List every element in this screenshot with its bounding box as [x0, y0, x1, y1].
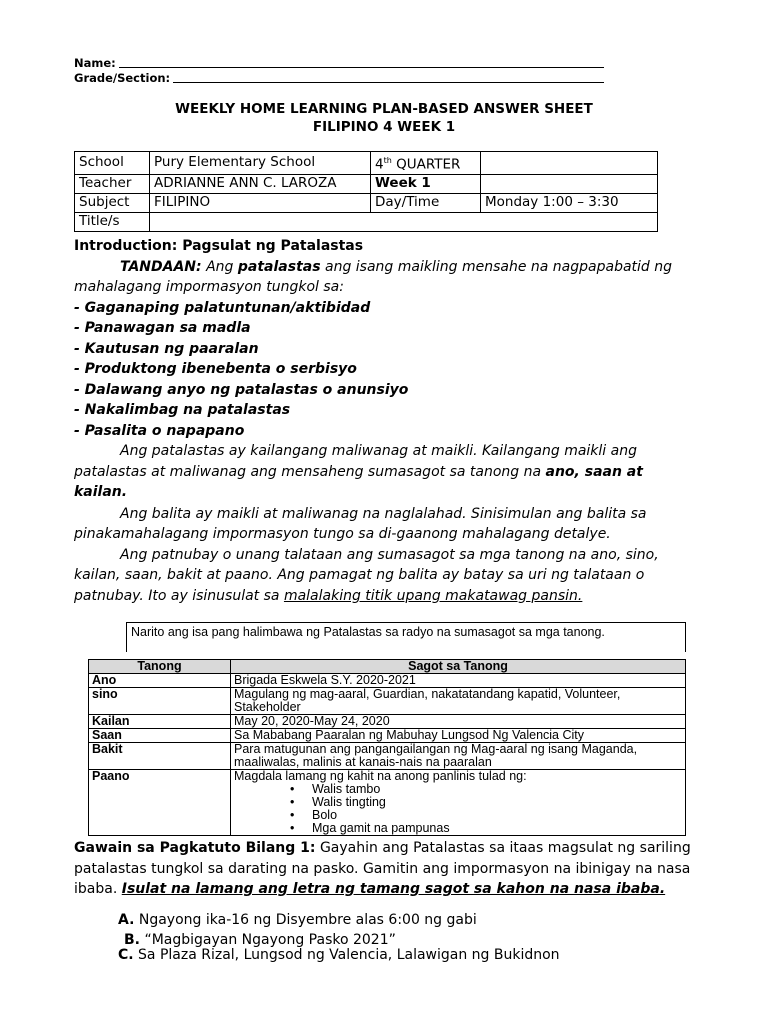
- empty-cell: [481, 174, 658, 193]
- titles-label: Title/s: [75, 212, 150, 231]
- option-c: C. Sa Plaza Rizal, Lungsod ng Valencia, Lalawigan ng Bukidnon: [118, 947, 560, 963]
- table-row: Bakit Para matugunan ang pangangailangan ng Mag-aaral ng isang Maganda, maaliwalas, malinis at kanais-nais na paaralan: [89, 743, 686, 770]
- sheet-title: WEEKLY HOME LEARNING PLAN-BASED ANSWER SHEET: [175, 101, 593, 117]
- activity-section: [74, 838, 694, 900]
- activity-instruction: Isulat na lamang ang letra ng tamang sagot sa kahon na nasa ibaba.: [121, 881, 666, 897]
- table-row: Paano Magdala lamang ng kahit na anong panlinis tulad ng: • Walis tambo • Walis tingting • Bolo • Mga gamit na pampunas: [89, 770, 686, 836]
- daytime-value: Monday 1:00 – 3:30: [481, 193, 658, 212]
- name-label: Name:: [74, 56, 116, 70]
- empty-cell: [481, 152, 658, 175]
- table-row: Ano Brigada Eskwela S.Y. 2020-2021: [89, 674, 686, 688]
- table-row: sino Magulang ng mag-aaral, Guardian, nakatatandang kapatid, Volunteer, Stakeholder: [89, 688, 686, 715]
- grade-line: [74, 71, 604, 85]
- daytime-label: Day/Time: [371, 193, 481, 212]
- paragraph-balita: Ang balita ay maikli at maliwanag na naglalahad. Sinisimulan ang balita sa pinakamahalagang impormasyon tungo sa di-gaanong mahalagang detalye.: [74, 505, 647, 542]
- name-line: [74, 56, 604, 70]
- paragraph-patalastas: Ang patalastas ay kailangang maliwanag at maikli. Kailangang maikli ang patalastas at maliwanag ang mensaheng sumasagot sa tanong na ano, saan at kailan.: [74, 443, 643, 500]
- tandaan-paragraph: TANDAAN: Ang patalastas ang isang maikling mensahe na nagpapabatid ng mahalagang impormasyon tungkol sa:: [74, 258, 673, 295]
- grade-blank: [173, 71, 604, 83]
- intro-heading: Introduction: Pagsulat ng Patalastas: [74, 238, 364, 254]
- week-value: Week 1: [371, 174, 481, 193]
- activity-label: Gawain sa Pagkatuto Bilang 1:: [74, 840, 316, 856]
- activity-text: Gayahin ang Patalastas sa itaas magsulat ng sariling patalastas tungkol sa darating na pasko. Gamitin ang impormasyon na ibinigay na nasa ibaba.: [74, 840, 691, 897]
- list-item: - Gaganaping palatuntunan/aktibidad: [74, 299, 371, 316]
- col-header-tanong: Tanong: [89, 660, 231, 674]
- option-a: A. Ngayong ika-16 ng Disyembre alas 6:00 ng gabi: [118, 912, 477, 928]
- teacher-value: ADRIANNE ANN C. LAROZA: [150, 174, 371, 193]
- list-item: - Dalawang anyo ng patalastas o anunsiyo: [74, 381, 409, 398]
- info-table: [74, 151, 658, 232]
- example-table: [88, 659, 686, 836]
- list-item: - Nakalimbag na patalastas: [74, 402, 291, 418]
- school-label: School: [75, 152, 150, 175]
- list-item: - Kautusan ng paaralan: [74, 340, 259, 357]
- col-header-sagot: Sagot sa Tanong: [231, 660, 686, 674]
- school-value: Pury Elementary School: [150, 152, 371, 175]
- list-item: - Produktong ibenebenta o serbisyo: [74, 361, 357, 377]
- quarter-cell: 4th QUARTER: [371, 152, 481, 175]
- table-row: Kailan May 20, 2020-May 24, 2020: [89, 715, 686, 729]
- subject-value: FILIPINO: [150, 193, 371, 212]
- option-b: B. “Magbigayan Ngayong Pasko 2021”: [124, 932, 396, 948]
- list-item: • Mga gamit na pampunas: [312, 822, 682, 835]
- titles-value: [150, 212, 658, 231]
- list-item: • Bolo: [312, 809, 682, 822]
- list-item: - Panawagan sa madla: [74, 320, 251, 336]
- paragraph-patnubay: Ang patnubay o unang talataan ang sumasagot sa mga tanong na ano, sino, kailan, saan, bakit at paano. Ang pamagat ng balita ay batay sa uri ng talataan o patnubay. Ito ay isinusulat sa malalaking titik upang makatawag pansin.: [74, 546, 659, 604]
- bullet-list: [234, 783, 682, 835]
- table-row: Saan Sa Mababang Paaralan ng Mabuhay Lungsod Ng Valencia City: [89, 729, 686, 743]
- list-item: • Walis tambo: [312, 783, 682, 796]
- sheet-subtitle: FILIPINO 4 WEEK 1: [312, 119, 456, 135]
- intro-section: [74, 236, 694, 606]
- list-item: • Walis tingting: [312, 796, 682, 809]
- teacher-label: Teacher: [75, 174, 150, 193]
- example-box: [74, 620, 686, 835]
- example-note: Narito ang isa pang halimbawa ng Patalastas sa radyo na sumasagot sa mga tanong.: [126, 622, 686, 652]
- name-blank: [119, 56, 604, 68]
- subject-label: Subject: [75, 193, 150, 212]
- grade-label: Grade/Section:: [74, 71, 171, 85]
- list-item: - Pasalita o napapano: [74, 422, 245, 439]
